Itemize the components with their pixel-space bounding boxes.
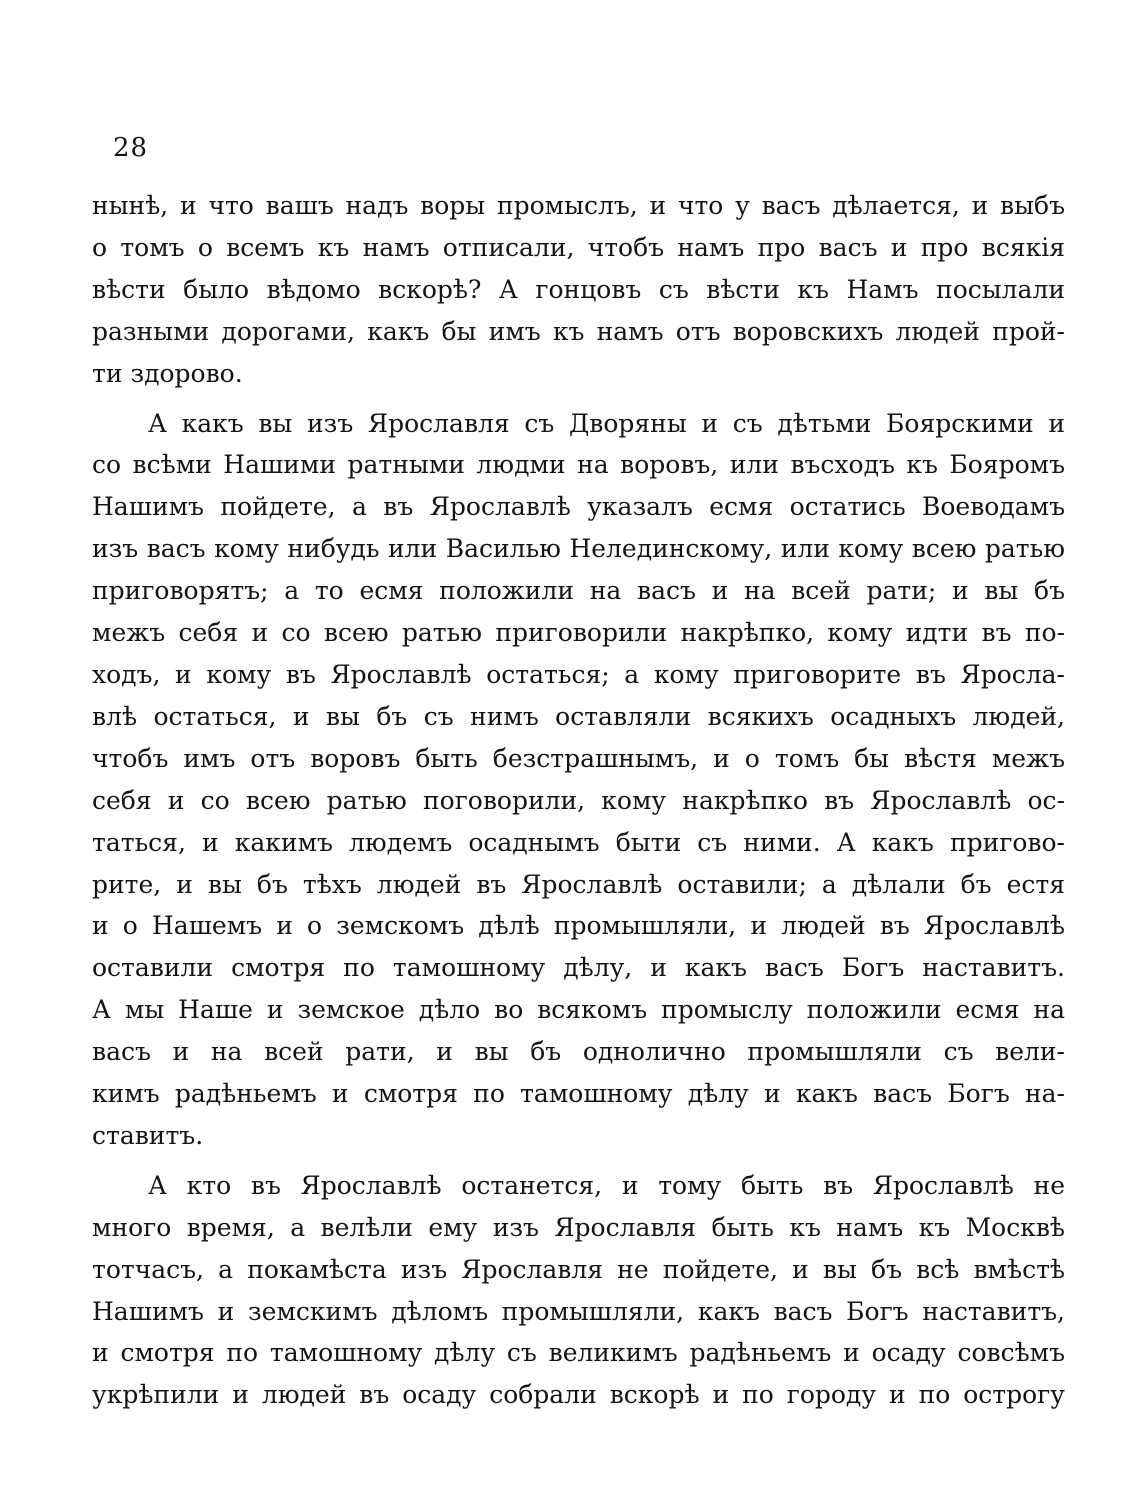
text-line: А какъ вы изъ Ярославля съ Дворяны и съ дѣтьми Боярскими и (148, 408, 1065, 438)
text-line: и смотря по тамошному дѣлу съ великимъ радѣньемъ и осаду совсѣмъ (92, 1338, 1065, 1368)
text-line: вѣсти было вѣдомо вскорѣ? А гонцовъ съ вѣсти къ Намъ посылали (92, 274, 1065, 304)
text-line: васъ и на всей рати, и вы бъ однолично промышляли съ вели- (92, 1037, 1065, 1067)
paragraph-gap (92, 395, 1065, 403)
text-line: чтобъ имъ отъ воровъ быть безстрашнымъ, и о томъ бы вѣстя межъ (92, 743, 1065, 773)
text-line: приговорятъ; а то есмя положили на васъ и на всей рати; и вы бъ (92, 576, 1065, 606)
paragraph-2 (92, 403, 1065, 1157)
text-line: тотчасъ, а покамѣста изъ Ярославля не пойдете, и вы бъ всѣ вмѣстѣ (92, 1254, 1065, 1284)
text-line: ходъ, и кому въ Ярославлѣ остаться; а кому приговорите въ Яросла- (92, 659, 1065, 689)
text-line: укрѣпили и людей въ осаду собрали вскорѣ и по городу и по острогу (92, 1380, 1065, 1410)
paragraph-gap (92, 1157, 1065, 1165)
text-line: таться, и какимъ людемъ осаднымъ быти съ ними. А какъ пригово- (92, 827, 1065, 857)
paragraph-1 (92, 185, 1065, 395)
text-line: рите, и вы бъ тѣхъ людей въ Ярославлѣ оставили; а дѣлали бъ естя (92, 869, 1065, 899)
text-line: А мы Наше и земское дѣло во всякомъ промыслу положили есмя на (92, 995, 1065, 1025)
text-line: о томъ о всемъ къ намъ отписали, чтобъ намъ про васъ и про всякія (92, 232, 1065, 262)
text-line: изъ васъ кому нибудь или Василью Нелединскому, или кому всею ратью (92, 534, 1065, 564)
text-line: Нашимъ пойдете, а въ Ярославлѣ указалъ есмя остатись Воеводамъ (92, 492, 1065, 522)
text-line: ти здорово. (92, 358, 243, 388)
text-line: Нашимъ и земскимъ дѣломъ промышляли, какъ васъ Богъ наставитъ, (92, 1296, 1065, 1326)
text-line: кимъ радѣньемъ и смотря по тамошному дѣлу и какъ васъ Богъ на- (92, 1079, 1065, 1109)
text-line: разными дорогами, какъ бы имъ къ намъ отъ воровскихъ людей прой- (92, 316, 1065, 346)
page-number: 28 (113, 133, 149, 163)
text-line: и о Нашемъ и о земскомъ дѣлѣ промышляли, и людей въ Ярославлѣ (92, 911, 1065, 941)
text-line: со всѣми Нашими ратными людми на воровъ, или въсходъ къ Бояромъ (92, 450, 1065, 480)
text-line: А кто въ Ярославлѣ останется, и тому быть въ Ярославлѣ не (148, 1170, 1065, 1200)
body-text (92, 185, 1065, 1416)
paragraph-3 (92, 1165, 1065, 1416)
text-line: влѣ остаться, и вы бъ съ нимъ оставляли всякихъ осадныхъ людей, (92, 701, 1065, 731)
text-line: много время, а велѣли ему изъ Ярославля быть къ намъ къ Москвѣ (92, 1212, 1065, 1242)
text-line: себя и со всею ратью поговорили, кому накрѣпко въ Ярославлѣ ос- (92, 785, 1065, 815)
text-line: ставитъ. (92, 1120, 204, 1150)
text-line: нынѣ, и что вашъ надъ воры промыслъ, и что у васъ дѣлается, и выбъ (92, 191, 1065, 220)
text-line: оставили смотря по тамошному дѣлу, и какъ васъ Богъ наставитъ. (92, 953, 1065, 983)
text-line: межъ себя и со всею ратью приговорили накрѣпко, кому идти въ по- (92, 618, 1065, 648)
